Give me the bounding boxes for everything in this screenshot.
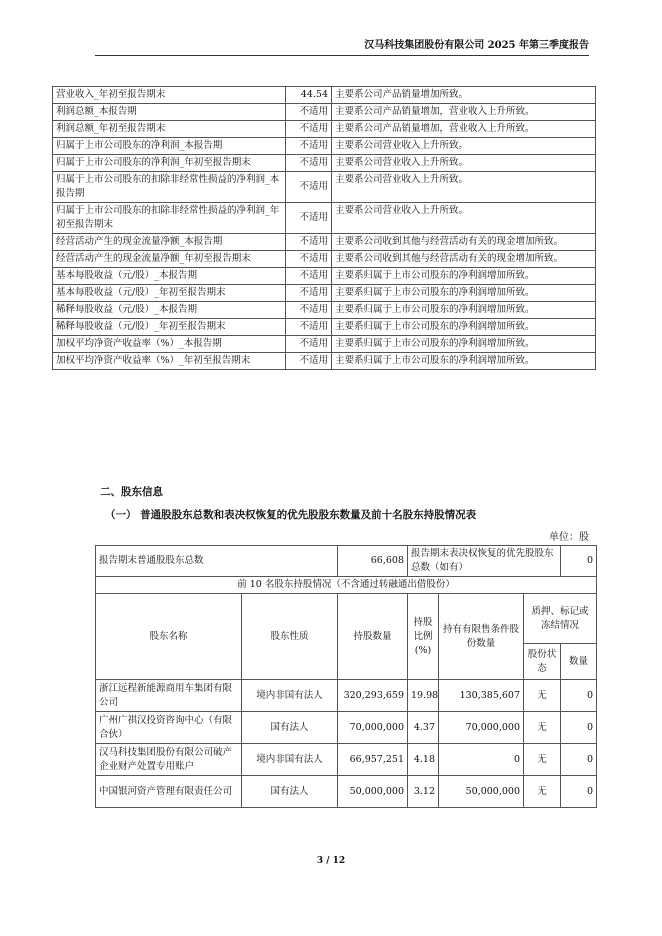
changes-table-body xyxy=(53,87,596,370)
change-item: 利润总额_本报告期 xyxy=(53,104,286,121)
change-row xyxy=(53,302,596,319)
shareholder-shares: 70,000,000 xyxy=(338,712,408,744)
change-reason: 主要系公司产品销量增加，营业收入上升所致。 xyxy=(332,104,596,121)
change-value: 不适用 xyxy=(286,319,332,336)
top10-caption: 前 10 名股东持股情况（不含通过转融通出借股份） xyxy=(96,577,597,594)
change-row xyxy=(53,251,596,268)
change-reason: 主要系公司营业收入上升所致。 xyxy=(332,138,596,155)
change-value: 不适用 xyxy=(286,155,332,172)
change-value: 不适用 xyxy=(286,172,332,203)
shareholder-pledge-status: 无 xyxy=(524,776,561,808)
shareholder-nature: 国有法人 xyxy=(242,712,338,744)
change-reason: 主要系归属于上市公司股东的净利润增加所致。 xyxy=(332,319,596,336)
change-row xyxy=(53,285,596,302)
column-header-pledge: 质押、标记或冻结情况 xyxy=(524,594,597,644)
shareholder-row xyxy=(96,744,597,776)
shareholder-pledge-status: 无 xyxy=(524,680,561,712)
change-row xyxy=(53,203,596,234)
shareholder-restricted: 130,385,607 xyxy=(439,680,524,712)
change-reason: 主要系归属于上市公司股东的净利润增加所致。 xyxy=(332,268,596,285)
column-header-pledge-status: 股份状态 xyxy=(524,644,561,680)
change-row xyxy=(53,336,596,353)
column-header-name: 股东名称 xyxy=(96,594,242,680)
shareholder-restricted: 0 xyxy=(439,744,524,776)
change-item: 归属于上市公司股东的扣除非经常性损益的净利润_年初至报告期末 xyxy=(53,203,286,234)
change-item: 加权平均净资产收益率（%）_本报告期 xyxy=(53,336,286,353)
change-item: 营业收入_年初至报告期末 xyxy=(53,87,286,104)
total-shareholders-value: 66,608 xyxy=(338,546,408,577)
shareholder-pledge-qty: 0 xyxy=(561,712,597,744)
shareholder-name: 中国银河资产管理有限责任公司 xyxy=(96,776,242,808)
change-item: 基本每股收益（元/股）_本报告期 xyxy=(53,268,286,285)
shareholder-nature: 国有法人 xyxy=(242,776,338,808)
shareholder-nature: 境内非国有法人 xyxy=(242,744,338,776)
change-item: 归属于上市公司股东的净利润_本报告期 xyxy=(53,138,286,155)
shareholder-row xyxy=(96,680,597,712)
change-reason: 主要系公司产品销量增加，营业收入上升所致。 xyxy=(332,121,596,138)
change-value: 不适用 xyxy=(286,234,332,251)
shareholder-ratio: 19.98 xyxy=(408,680,439,712)
change-value: 44.54 xyxy=(286,87,332,104)
shareholder-row xyxy=(96,776,597,808)
change-row xyxy=(53,155,596,172)
change-value: 不适用 xyxy=(286,268,332,285)
change-value: 不适用 xyxy=(286,121,332,138)
shareholder-shares: 320,293,659 xyxy=(338,680,408,712)
shareholders-table xyxy=(95,545,597,808)
total-shareholders-label: 报告期末普通股股东总数 xyxy=(96,546,338,577)
shareholder-row xyxy=(96,712,597,744)
page-header: 汉马科技集团股份有限公司 2025 年第三季度报告 xyxy=(95,36,589,56)
shareholder-pledge-qty: 0 xyxy=(561,680,597,712)
shareholder-shares: 50,000,000 xyxy=(338,776,408,808)
change-row xyxy=(53,172,596,203)
change-value: 不适用 xyxy=(286,302,332,319)
change-item: 基本每股收益（元/股）_年初至报告期末 xyxy=(53,285,286,302)
section-title: 二、股东信息 xyxy=(100,486,163,498)
column-header-ratio: 持股比例(%) xyxy=(408,594,439,680)
shareholder-restricted: 50,000,000 xyxy=(439,776,524,808)
top10-caption-row xyxy=(96,577,597,594)
shareholders-table-body xyxy=(96,546,597,808)
change-item: 利润总额_年初至报告期末 xyxy=(53,121,286,138)
column-header-pledge-qty: 数量 xyxy=(561,644,597,680)
change-value: 不适用 xyxy=(286,203,332,234)
change-reason: 主要系公司营业收入上升所致。 xyxy=(332,155,596,172)
shareholder-shares: 66,957,251 xyxy=(338,744,408,776)
change-reason: 主要系归属于上市公司股东的净利润增加所致。 xyxy=(332,302,596,319)
change-item: 经营活动产生的现金流量净额_本报告期 xyxy=(53,234,286,251)
preferred-shareholders-label: 报告期末表决权恢复的优先股股东总数（如有） xyxy=(408,546,561,577)
subsection-title: （一） 普通股股东总数和表决权恢复的优先股股东数量及前十名股东持股情况表 xyxy=(105,509,477,521)
shareholder-ratio: 4.37 xyxy=(408,712,439,744)
change-reason: 主要系公司收到其他与经营活动有关的现金增加所致。 xyxy=(332,251,596,268)
change-item: 经营活动产生的现金流量净额_年初至报告期末 xyxy=(53,251,286,268)
change-value: 不适用 xyxy=(286,336,332,353)
shareholder-name: 浙江远程新能源商用车集团有限公司 xyxy=(96,680,242,712)
change-row xyxy=(53,104,596,121)
change-row xyxy=(53,138,596,155)
shareholder-pledge-status: 无 xyxy=(524,712,561,744)
change-value: 不适用 xyxy=(286,285,332,302)
change-row xyxy=(53,121,596,138)
change-value: 不适用 xyxy=(286,104,332,121)
change-reason: 主要系公司营业收入上升所致。 xyxy=(332,172,596,203)
change-item: 归属于上市公司股东的扣除非经常性损益的净利润_本报告期 xyxy=(53,172,286,203)
change-row xyxy=(53,353,596,370)
column-header-shares: 持股数量 xyxy=(338,594,408,680)
column-header-nature: 股东性质 xyxy=(242,594,338,680)
shareholder-pledge-status: 无 xyxy=(524,744,561,776)
changes-table xyxy=(52,86,596,370)
change-reason: 主要系归属于上市公司股东的净利润增加所致。 xyxy=(332,353,596,370)
change-reason: 主要系归属于上市公司股东的净利润增加所致。 xyxy=(332,336,596,353)
shareholder-name: 广州广祺汉投资咨询中心（有限合伙） xyxy=(96,712,242,744)
change-item: 加权平均净资产收益率（%）_年初至报告期末 xyxy=(53,353,286,370)
change-row xyxy=(53,319,596,336)
change-row xyxy=(53,234,596,251)
shareholder-ratio: 3.12 xyxy=(408,776,439,808)
page-number: 3 / 12 xyxy=(316,856,346,866)
change-reason: 主要系归属于上市公司股东的净利润增加所致。 xyxy=(332,285,596,302)
change-reason: 主要系公司营业收入上升所致。 xyxy=(332,203,596,234)
change-reason: 主要系公司收到其他与经营活动有关的现金增加所致。 xyxy=(332,234,596,251)
change-value: 不适用 xyxy=(286,251,332,268)
shareholder-nature: 境内非国有法人 xyxy=(242,680,338,712)
shareholder-name: 汉马科技集团股份有限公司破产企业财产处置专用账户 xyxy=(96,744,242,776)
change-row xyxy=(53,268,596,285)
change-item: 稀释每股收益（元/股）_本报告期 xyxy=(53,302,286,319)
total-shareholders-row xyxy=(96,546,597,577)
change-reason: 主要系公司产品销量增加所致。 xyxy=(332,87,596,104)
shareholder-pledge-qty: 0 xyxy=(561,744,597,776)
preferred-shareholders-value: 0 xyxy=(561,546,597,577)
column-header-row xyxy=(96,594,597,644)
change-item: 归属于上市公司股东的净利润_年初至报告期末 xyxy=(53,155,286,172)
shareholder-ratio: 4.18 xyxy=(408,744,439,776)
change-value: 不适用 xyxy=(286,353,332,370)
column-header-restricted: 持有有限售条件股份数量 xyxy=(439,594,524,680)
change-value: 不适用 xyxy=(286,138,332,155)
shareholder-restricted: 70,000,000 xyxy=(439,712,524,744)
shareholder-pledge-qty: 0 xyxy=(561,776,597,808)
change-row xyxy=(53,87,596,104)
change-item: 稀释每股收益（元/股）_年初至报告期末 xyxy=(53,319,286,336)
unit-label: 单位：股 xyxy=(549,532,589,543)
